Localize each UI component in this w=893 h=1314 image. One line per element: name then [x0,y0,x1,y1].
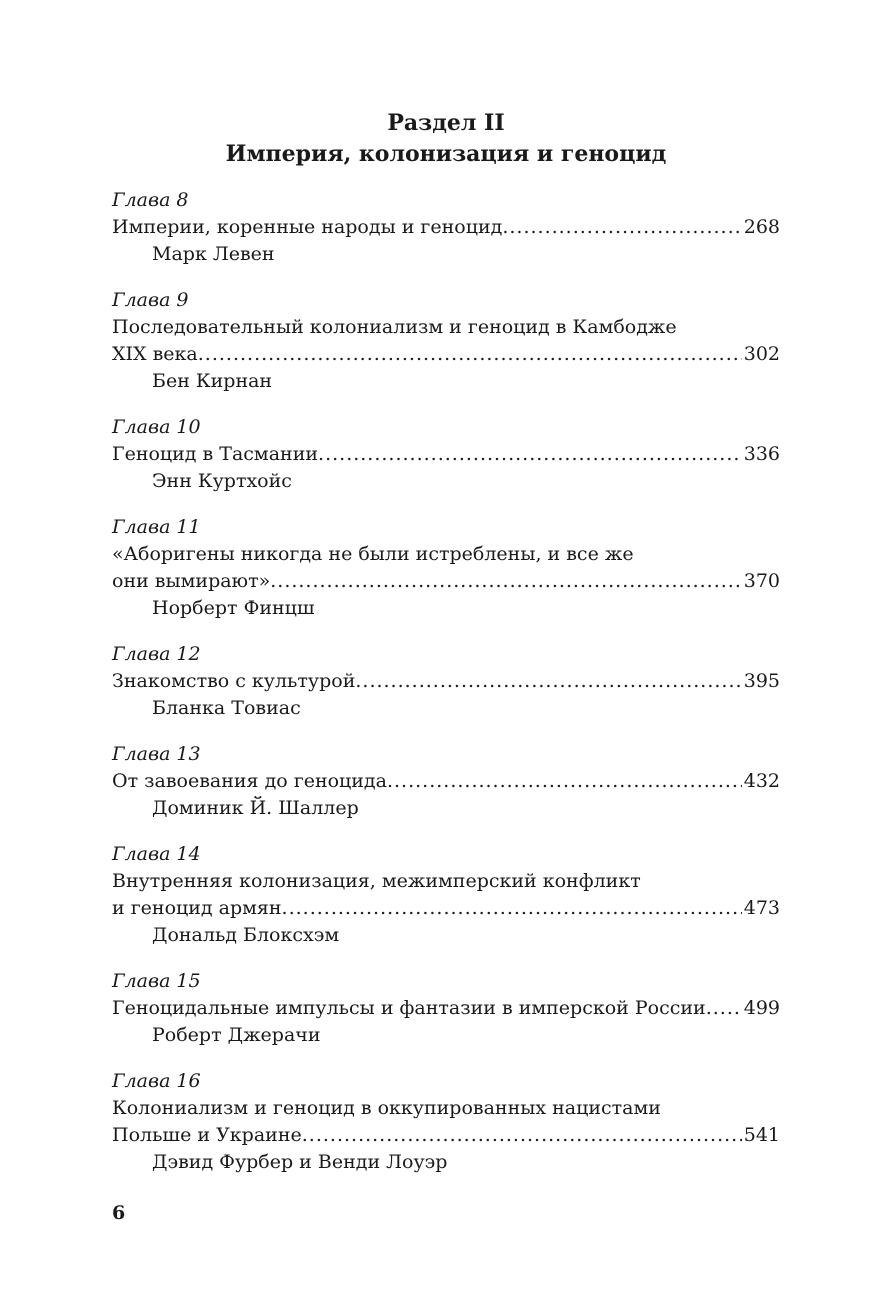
dot-leader [387,768,742,795]
dot-leader [302,1122,742,1149]
page-reference[interactable]: 336 [743,443,780,465]
toc-line[interactable] [112,995,780,1022]
page-reference[interactable]: 541 [743,1124,780,1146]
toc-line[interactable] [112,768,780,795]
chapter-title-continued[interactable]: Польше и Украине [112,1124,302,1146]
page-reference[interactable]: 499 [743,997,780,1019]
chapter-label: Глава 10 [112,416,201,438]
chapter-author: Дональд Блоксхэм [152,924,340,946]
page-reference[interactable]: 473 [743,897,780,919]
chapter-title[interactable]: Геноцидальные импульсы и фантазии в имперской России [112,997,706,1019]
toc-line[interactable] [112,668,780,695]
toc-page [112,108,780,1195]
toc-line[interactable] [112,441,780,468]
toc-entry [112,741,780,822]
page-reference[interactable]: 370 [743,570,780,592]
page-reference[interactable]: 432 [743,770,780,792]
chapter-label: Глава 11 [112,516,201,538]
chapter-label: Глава 9 [112,289,189,311]
toc-entry [112,287,780,395]
toc-line[interactable] [112,214,780,241]
dot-leader [502,214,741,241]
chapter-label: Глава 12 [112,643,201,665]
chapter-title[interactable]: Империи, коренные народы и геноцид [112,216,503,238]
chapter-title[interactable]: Геноцид в Тасмании [112,443,319,465]
chapter-title[interactable]: От завоевания до геноцида [112,770,387,792]
toc-entry [112,187,780,268]
chapter-label: Глава 13 [112,743,201,765]
toc-entry [112,641,780,722]
toc-line[interactable] [112,568,780,595]
dot-leader [318,441,742,468]
chapter-author: Бен Кирнан [152,370,273,392]
chapter-title[interactable]: Внутренняя колонизация, межимперский конфликт [112,870,641,892]
chapter-author: Норберт Финцш [152,597,315,619]
chapter-label: Глава 8 [112,189,189,211]
chapter-title[interactable]: Колониализм и геноцид в оккупированных нацистами [112,1097,661,1119]
toc-entry [112,968,780,1049]
section-label: Раздел II [387,110,505,136]
chapter-author: Роберт Джерачи [152,1024,321,1046]
chapter-title[interactable]: Знакомство с культурой [112,670,356,692]
chapter-author: Доминик Й. Шаллер [152,797,359,819]
page-reference[interactable]: 395 [743,670,780,692]
chapter-title-continued[interactable]: и геноцид армян [112,897,282,919]
chapter-label: Глава 16 [112,1070,201,1092]
chapter-title-continued[interactable]: XIX века [112,343,198,365]
chapter-author: Бланка Товиас [152,697,301,719]
toc-line[interactable] [112,341,780,368]
chapter-title-continued[interactable]: они вымирают» [112,570,271,592]
chapter-label: Глава 14 [112,843,201,865]
dot-leader [282,895,742,922]
toc-entry [112,1068,780,1176]
toc-line[interactable] [112,895,780,922]
chapter-list [112,187,780,1176]
chapter-author: Дэвид Фурбер и Венди Лоуэр [152,1151,448,1173]
chapter-label: Глава 15 [112,970,201,992]
page-number: 6 [112,1202,126,1224]
page-reference[interactable]: 268 [743,216,780,238]
chapter-title[interactable]: Последовательный колониализм и геноцид в Камбодже [112,316,677,338]
toc-line[interactable] [112,1122,780,1149]
dot-leader [706,995,742,1022]
toc-entry [112,514,780,622]
toc-entry [112,414,780,495]
dot-leader [198,341,742,368]
page-reference[interactable]: 302 [743,343,780,365]
section-title: Империя, колонизация и геноцид [225,141,667,167]
chapter-title[interactable]: «Аборигены никогда не были истреблены, и все же [112,543,634,565]
chapter-author: Энн Куртхойс [152,470,292,492]
toc-entry [112,841,780,949]
dot-leader [270,568,742,595]
chapter-author: Марк Левен [152,243,275,265]
dot-leader [355,668,741,695]
